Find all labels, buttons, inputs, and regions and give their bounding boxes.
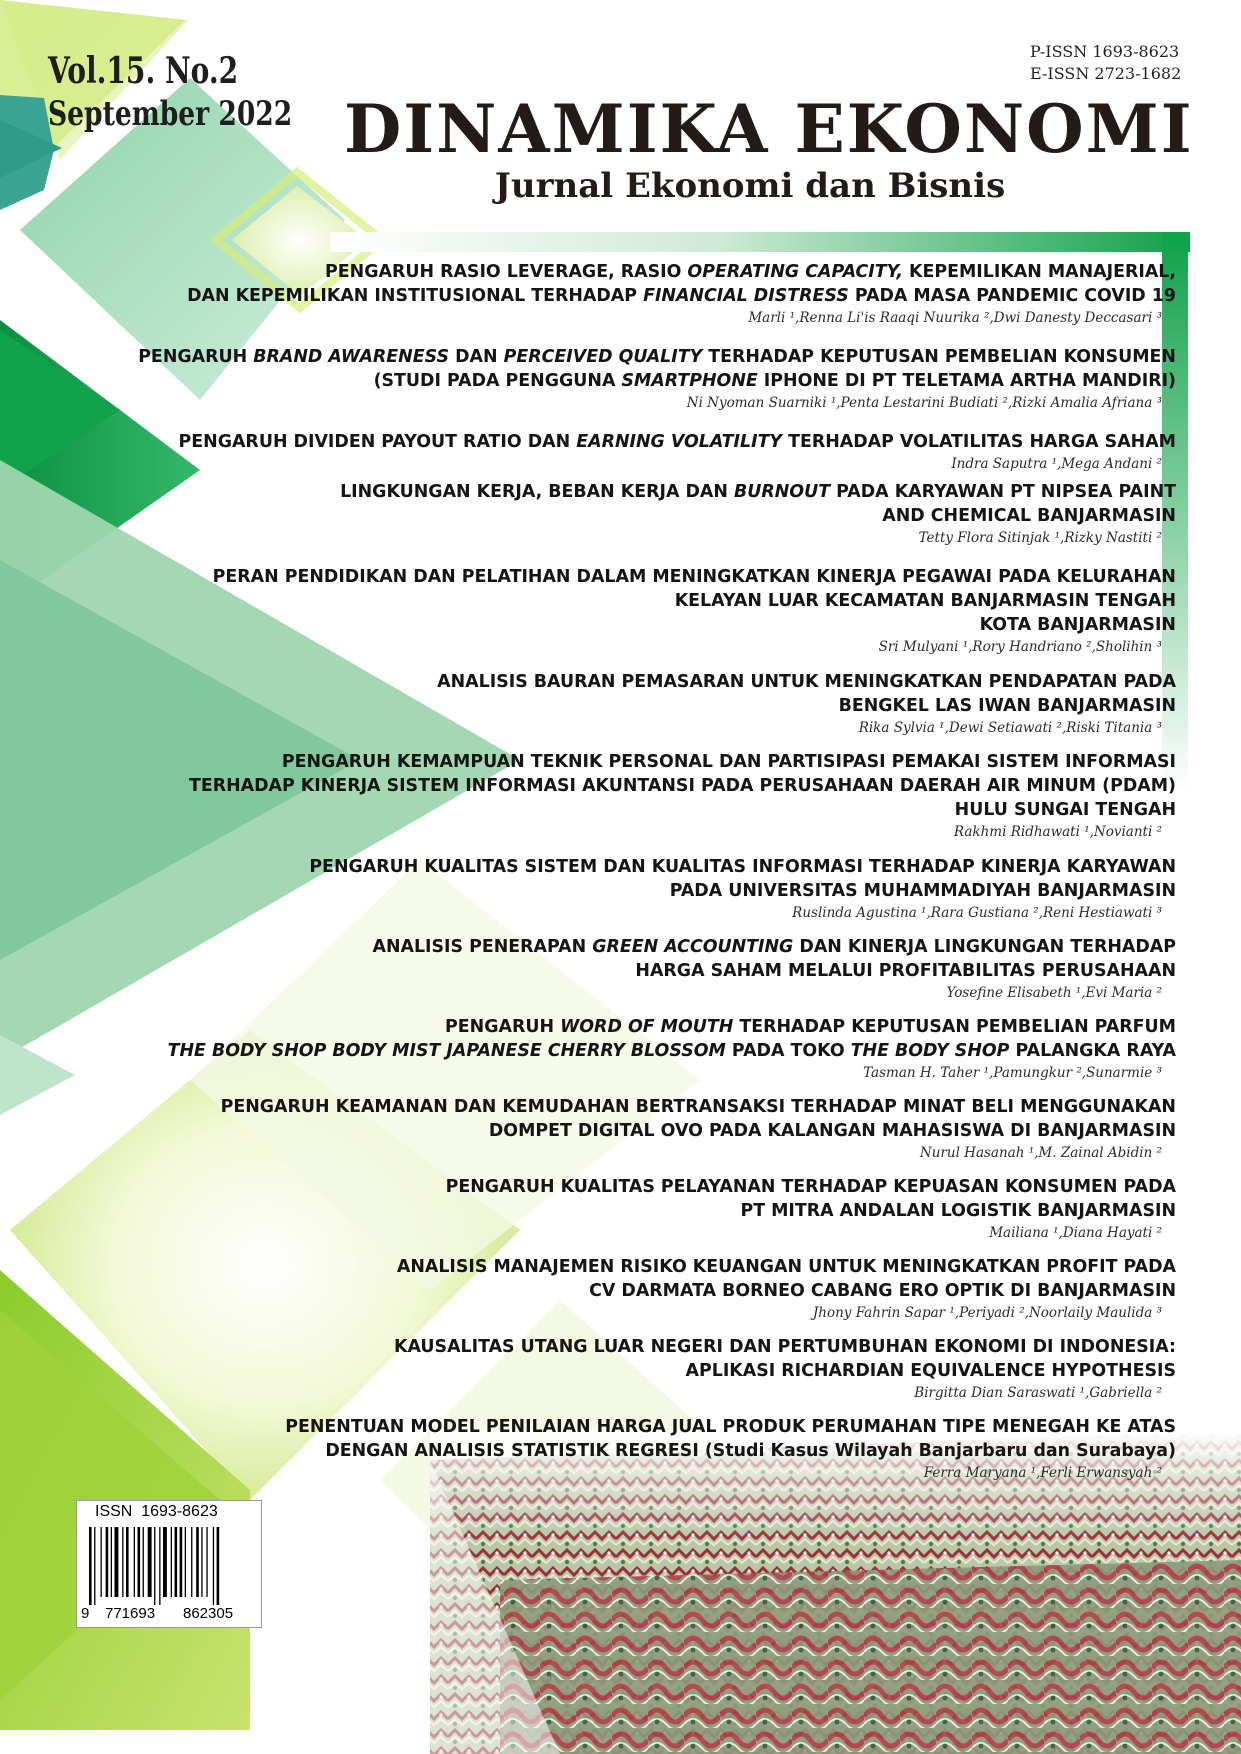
article-title-line: KAUSALITAS UTANG LUAR NEGERI DAN PERTUMBUHAN EKONOMI DI INDONESIA: (394, 1337, 1176, 1357)
issn-barcode (76, 1500, 262, 1628)
article-title-line: LINGKUNGAN KERJA, BEBAN KERJA DAN BURNOUT PADA KARYAWAN PT NIPSEA PAINT (340, 482, 1176, 502)
article-entry (446, 1175, 1176, 1243)
article-title-line: PERAN PENDIDIKAN DAN PELATIHAN DALAM MENINGKATKAN KINERJA PEGAWAI PADA KELURAHAN (212, 567, 1176, 587)
article-title-line: ANALISIS BAURAN PEMASARAN UNTUK MENINGKATKAN PENDAPATAN PADA (437, 672, 1176, 692)
barcode-digits-right: 862305 (183, 1605, 234, 1622)
article-title-line: PENGARUH WORD OF MOUTH TERHADAP KEPUTUSAN PEMBELIAN PARFUM (445, 1017, 1176, 1037)
p-issn: P-ISSN 1693-8623 (1030, 42, 1180, 61)
e-issn: E-ISSN 2723-1682 (1030, 64, 1182, 83)
article-title-line: DOMPET DIGITAL OVO PADA KALANGAN MAHASISWA DI BANJARMASIN (488, 1121, 1176, 1141)
article-authors: Sri Mulyani ¹,Rory Handriano ²,Sholihin ³ (878, 639, 1162, 655)
article-title-line: PENENTUAN MODEL PENILAIAN HARGA JUAL PRODUK PERUMAHAN TIPE MENEGAH KE ATAS (285, 1417, 1176, 1437)
article-title-line: BENGKEL LAS IWAN BANJARMASIN (838, 696, 1176, 716)
article-title-line: CV DARMATA BORNEO CABANG ERO OPTIK DI BANJARMASIN (589, 1281, 1176, 1301)
journal-subtitle: Jurnal Ekonomi dan Bisnis (494, 166, 1006, 206)
issue-date: September 2022 (48, 94, 293, 134)
article-title-line: PENGARUH KUALITAS PELAYANAN TERHADAP KEPUASAN KONSUMEN PADA (445, 1177, 1176, 1197)
article-authors: Jhony Fahrin Sapar ¹,Periyadi ²,Noorlaily Maulida ³ (812, 1305, 1162, 1321)
article-entry (179, 430, 1176, 474)
article-title-line: HULU SUNGAI TENGAH (954, 800, 1176, 820)
article-authors: Indra Saputra ¹,Mega Andani ² (951, 456, 1162, 472)
barcode-bars (89, 1527, 249, 1605)
article-entry (437, 670, 1176, 738)
article-title-line: (STUDI PADA PENGGUNA SMARTPHONE IPHONE DI PT TELETAMA ARTHA MANDIRI) (373, 371, 1176, 391)
article-title-line: PENGARUH BRAND AWARENESS DAN PERCEIVED QUALITY TERHADAP KEPUTUSAN PEMBELIAN KONSUMEN (138, 347, 1176, 367)
article-authors: Rakhmi Ridhawati ¹,Novianti ² (953, 824, 1162, 840)
article-authors: Marli ¹,Renna Li'is Raaqi Nuurika ²,Dwi Danesty Deccasari ³ (748, 310, 1162, 326)
article-authors: Birgitta Dian Saraswati ¹,Gabriella ² (914, 1385, 1162, 1401)
article-authors: Ferra Maryana ¹,Ferli Erwansyah ² (923, 1465, 1162, 1481)
article-title-line: PADA UNIVERSITAS MUHAMMADIYAH BANJARMASIN (669, 881, 1176, 901)
article-title-line: PENGARUH KUALITAS SISTEM DAN KUALITAS INFORMASI TERHADAP KINERJA KARYAWAN (309, 857, 1176, 877)
barcode-digit-first: 9 (81, 1605, 90, 1622)
article-title-line: KELAYAN LUAR KECAMATAN BANJARMASIN TENGAH (674, 591, 1176, 611)
article-entry (340, 480, 1176, 548)
article-title-line: PENGARUH KEMAMPUAN TEKNIK PERSONAL DAN PARTISIPASI PEMAKAI SISTEM INFORMASI (281, 752, 1176, 772)
article-authors: Nurul Hasanah ¹,M. Zainal Abidin ² (919, 1145, 1162, 1161)
article-entry (168, 1015, 1176, 1083)
article-title-line: ANALISIS MANAJEMEN RISIKO KEUANGAN UNTUK MENINGKATKAN PROFIT PADA (396, 1257, 1176, 1277)
article-entry (309, 855, 1176, 923)
article-title-line: TERHADAP KINERJA SISTEM INFORMASI AKUNTANSI PADA PERUSAHAAN DAERAH AIR MINUM (PDAM) (188, 776, 1176, 796)
article-title-line: THE BODY SHOP BODY MIST JAPANESE CHERRY BLOSSOM PADA TOKO THE BODY SHOP PALANGKA RAYA (167, 1041, 1176, 1061)
article-entry (372, 935, 1176, 1003)
article-title-line: APLIKASI RICHARDIAN EQUIVALENCE HYPOTHESIS (685, 1361, 1176, 1381)
barcode-digits-left: 771693 (105, 1605, 156, 1622)
barcode-issn-label: ISSN (95, 1503, 133, 1520)
article-authors: Mailiana ¹,Diana Hayati ² (989, 1225, 1162, 1241)
volume-number: Vol.15. No.2 (48, 50, 239, 92)
barcode-issn-number: 1693-8623 (141, 1503, 218, 1520)
article-title-line: DAN KEPEMILIKAN INSTITUSIONAL TERHADAP FINANCIAL DISTRESS PADA MASA PANDEMIC COVID 19 (187, 286, 1176, 306)
article-authors: Ni Nyoman Suarniki ¹,Penta Lestarini Budiati ²,Rizki Amalia Afriana ³ (686, 395, 1162, 411)
article-entry (285, 1415, 1176, 1483)
article-title-line: KOTA BANJARMASIN (979, 615, 1176, 635)
article-title-line: PENGARUH DIVIDEN PAYOUT RATIO DAN EARNING VOLATILITY TERHADAP VOLATILITAS HARGA SAHAM (178, 432, 1176, 452)
article-entry (394, 1335, 1176, 1403)
article-entry (187, 260, 1176, 328)
article-authors: Tetty Flora Sitinjak ¹,Rizky Nastiti ² (918, 530, 1162, 546)
article-authors: Yosefine Elisabeth ¹,Evi Maria ² (946, 985, 1162, 1001)
article-authors: Rika Sylvia ¹,Dewi Setiawati ²,Riski Titania ³ (858, 720, 1162, 736)
article-authors: Ruslinda Agustina ¹,Rara Gustiana ²,Reni Hestiawati ³ (792, 905, 1162, 921)
article-title-line: PENGARUH KEAMANAN DAN KEMUDAHAN BERTRANSAKSI TERHADAP MINAT BELI MENGGUNAKAN (220, 1097, 1176, 1117)
article-entry (397, 1255, 1176, 1323)
article-title-line: AND CHEMICAL BANJARMASIN (882, 506, 1176, 526)
article-title-line: ANALISIS PENERAPAN GREEN ACCOUNTING DAN KINERJA LINGKUNGAN TERHADAP (372, 937, 1176, 957)
article-entry (138, 345, 1176, 413)
article-authors: Tasman H. Taher ¹,Pamungkur ²,Sunarmie ³ (863, 1065, 1162, 1081)
article-title-line: DENGAN ANALISIS STATISTIK REGRESI (Studi Kasus Wilayah Banjarbaru dan Surabaya) (325, 1441, 1176, 1461)
journal-title: DINAMIKA EKONOMI (344, 90, 1194, 168)
article-entry (213, 565, 1176, 657)
article-entry (221, 1095, 1176, 1163)
article-title-line: PENGARUH RASIO LEVERAGE, RASIO OPERATING CAPACITY, KEPEMILIKAN MANAJERIAL, (325, 262, 1176, 282)
article-title-line: HARGA SAHAM MELALUI PROFITABILITAS PERUSAHAAN (635, 961, 1176, 981)
article-title-line: PT MITRA ANDALAN LOGISTIK BANJARMASIN (740, 1201, 1176, 1221)
article-entry (189, 750, 1176, 842)
